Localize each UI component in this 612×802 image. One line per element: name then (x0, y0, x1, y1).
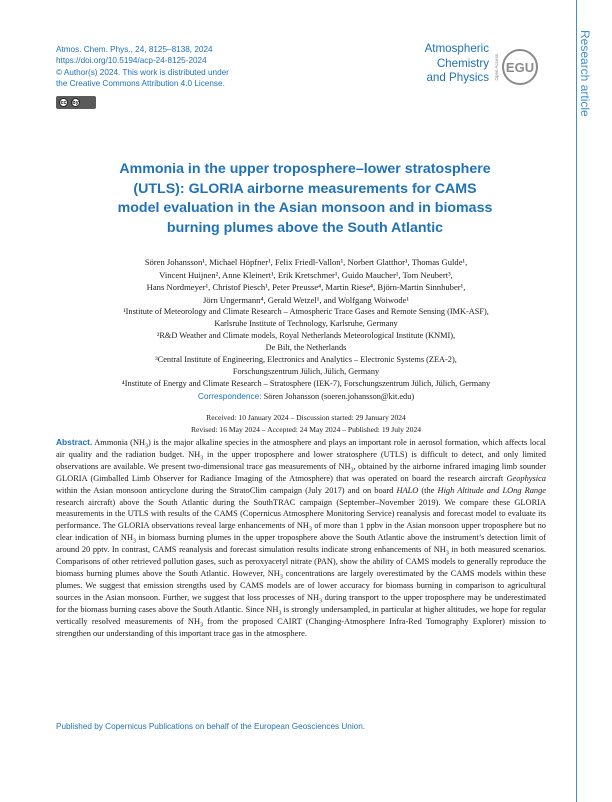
subscript: 3 (133, 538, 136, 545)
by-icon: by (72, 100, 79, 106)
authors-line-2: Vincent Huijnen², Anne Kleinert¹, Erik Kretschmer¹, Guido Maucher¹, Tom Neubert³, (159, 269, 453, 280)
doi-link[interactable]: https://doi.org/10.5194/acp-24-8125-2024 (56, 56, 207, 66)
correspondence-label: Correspondence: (197, 391, 262, 401)
abstract-text: from the proposed CAIRT (Changing-Atmosphere Infra-Red Tomography Explorer) mission to strengthen our understanding of this important trace gas in the atmosphere. (56, 616, 546, 638)
abstract-italic: HALO (396, 485, 419, 495)
article-type-label: Research article (578, 30, 592, 117)
authors-line-4: Jörn Ungermann⁴, Gerald Wetzel¹, and Wolfgang Woiwode¹ (202, 294, 410, 305)
license-line-2[interactable]: the Creative Commons Attribution 4.0 License. (56, 79, 225, 89)
subscript: 3 (445, 550, 449, 557)
egu-logo-text: EGU (505, 60, 535, 75)
title-line-1: Ammonia in the upper troposphere–lower stratosphere (119, 161, 491, 177)
publication-dates (60, 412, 552, 436)
journal-name-line-3: and Physics (426, 71, 489, 84)
title-line-2: (UTLS): GLORIA airborne measurements for CAMS (133, 180, 477, 197)
authors-line-1: Sören Johansson¹, Michael Höpfner¹, Felix Friedl-Vallon¹, Norbert Glatthor¹, Thomas Gulde¹, (144, 257, 468, 267)
subscript: 3 (279, 574, 283, 581)
correspondence (60, 390, 552, 403)
title-line-4: burning plumes above the South Atlantic (166, 219, 444, 236)
cc-icon: cc (60, 100, 67, 106)
subscript: 3 (308, 527, 312, 534)
paper-title (70, 160, 540, 238)
correspondence-email[interactable]: Sören Johansson (soeren.johansson@kit.edu) (261, 392, 415, 401)
abstract-text: (the (418, 485, 438, 495)
affiliation-1-line-1: ¹Institute of Meteorology and Climate Research – Atmospheric Trace Gases and Remote Sensing (IMK-ASF), (123, 307, 489, 316)
subscript: 3 (350, 467, 354, 474)
abstract-text: in biomass burning plumes in the upper troposphere above the South Atlantic above the instrument’s detection limit of around 20 pptv. In contrast, CAMS reanalysis and forecast simulation results indicate strong enhancements of NH (56, 533, 546, 555)
affiliation-1-line-2: Karlsruhe Institute of Technology, Karlsruhe, Germany (214, 319, 398, 328)
abstract-text: within the Asian monsoon anticyclone during the StratoClim campaign (July 2017) and on board (56, 485, 397, 495)
abstract-italic: High Altitude and LOng Range (437, 485, 547, 495)
journal-name-line-1: Atmospheric (424, 42, 489, 55)
subscript: 3 (200, 622, 203, 629)
license-line-1: © Author(s) 2024. This work is distributed under (56, 67, 229, 77)
title-line-3: model evaluation in the Asian monsoon and in biomass (117, 200, 493, 217)
abstract-text: during transport to the upper troposphere may be underestimated for the biomass burning cases above the South Atlantic. Since NH (56, 592, 546, 614)
abstract-text: ) is the major alkaline species in the atmosphere and plays an important role in aerosol formation, which affects local air quality and the radiation budget. NH (56, 438, 546, 459)
authors-line-3: Hans Nordmeyer¹, Christof Piesch¹, Peter Preusse⁴, Martin Riese⁴, Björn-Martin Sinnhuber¹, (146, 282, 466, 293)
abstract-italic: Geophysica (506, 473, 546, 483)
affiliations (60, 306, 552, 403)
abstract-text: research aircraft) above the South Atlantic during the SouthTRAC campaign (September–November 2019). We compare these GLORIA measurements in the UTLS with results of the CAMS (Copernicus Atmosphere Monitoring Service) reanalysis and forecast model to evaluate its performance. The GLORIA observations reveal large enhancements of NH (56, 497, 546, 531)
affiliation-2-line-1: ²R&D Weather and Climate models, Royal Netherlands Meteorological Institute (KNMI), (156, 331, 456, 340)
subscript: 3 (319, 598, 323, 605)
subscript: 3 (278, 610, 282, 617)
abstract-label: Abstract. (56, 437, 93, 447)
abstract-text: concentrations are largely overestimated by the CAMS models within these plumes. We suggest that emission strengths used by CAMS models are of lower accuracy for biomass burning in comparison to agricultural sources in the Asian monsoon. Further, we suggest that loss processes of NH (56, 568, 546, 602)
author-list (78, 256, 534, 306)
abstract-text: , obtained by the airborne infrared imaging limb sounder GLORIA (Gimballed Limb Observer for Radiance Imaging of the Atmosphere) that was operated on board the research aircraft (56, 461, 546, 483)
citation-block (56, 44, 229, 90)
subscript: 3 (145, 443, 148, 450)
abstract (56, 437, 546, 639)
abstract-text: is strongly undersampled, in particular at higher altitudes, we hope for regular vertically resolved measurements of NH (56, 604, 546, 626)
abstract-text: in the upper troposphere and lower stratosphere (UTLS) is difficult to detect, and only limited observations are available. We present two-dimensional trace gas measurements of NH (56, 449, 546, 471)
affiliation-3-line-2: Forschungszentrum Jülich, Jülich, Germany (232, 367, 380, 376)
abstract-text: Ammonia (NH (92, 438, 146, 447)
open-access-label: Open Access (494, 54, 499, 81)
journal-citation: Atmos. Chem. Phys., 24, 8125–8138, 2024 (56, 45, 213, 54)
dates-line-1: Received: 10 January 2024 – Discussion started: 29 January 2024 (206, 413, 406, 422)
affiliation-4: ⁴Institute of Energy and Climate Research – Stratosphere (IEK-7), Forschungszentrum Jülich, Jülich, Germany (121, 379, 491, 388)
subscript: 3 (200, 455, 204, 462)
affiliation-3-line-1: ³Central Institute of Engineering, Electronics and Analytics – Electronic Systems (ZEA-2), (155, 355, 457, 364)
affiliation-2-line-2: De Bilt, the Netherlands (265, 343, 347, 352)
dates-line-2: Revised: 16 May 2024 – Accepted: 24 May 2024 – Published: 19 July 2024 (190, 424, 422, 434)
publisher-footer: Published by Copernicus Publications on behalf of the European Geosciences Union. (56, 722, 366, 731)
cc-by-license-badge[interactable] (56, 96, 96, 109)
journal-name-line-2: Chemistry (436, 56, 489, 70)
egu-logo (502, 48, 538, 86)
abstract-text: in both measured scenarios. Comparisons of other retrieved pollution gases, such as peroxyacetyl nitrate (PAN), show the ability of CAMS models to generally reproduce the biomass burning plumes above the South Atlantic. However, NH (56, 545, 546, 578)
abstract-text: of more than 1 ppbv in the Asian monsoon upper troposphere but no clear indication of NH (56, 521, 546, 543)
journal-name (406, 42, 489, 86)
